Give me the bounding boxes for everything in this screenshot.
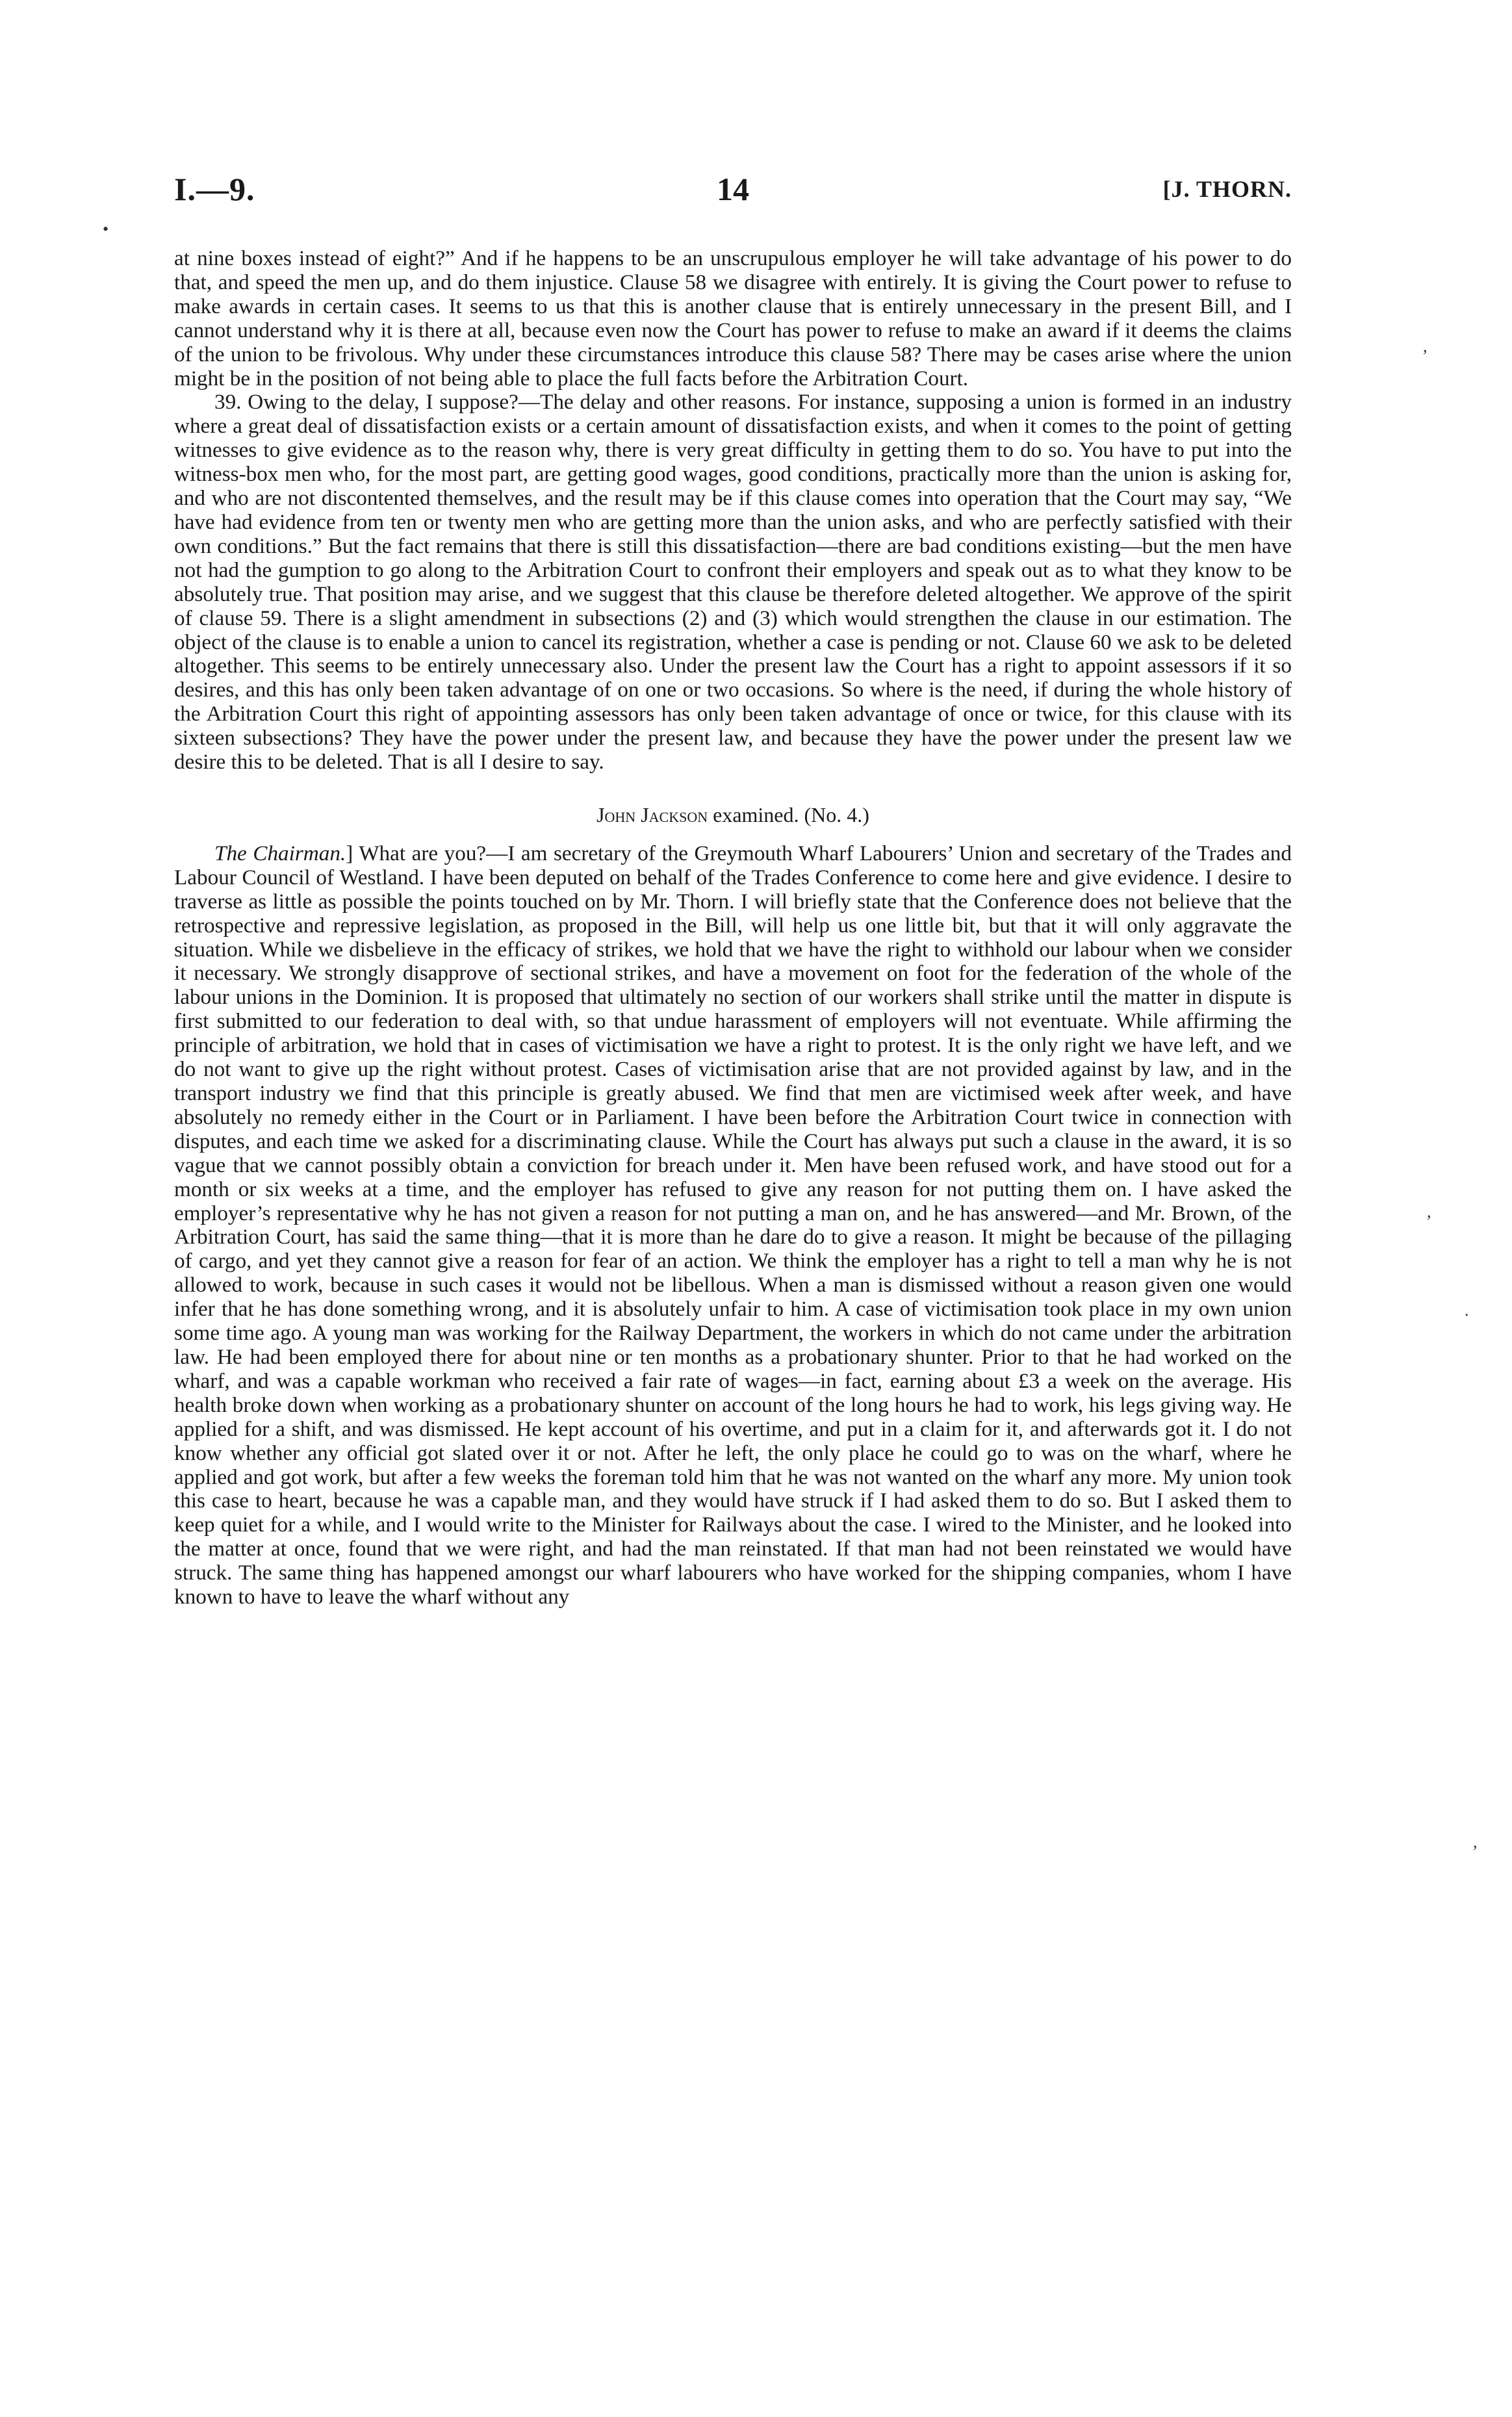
margin-mark: , bbox=[1473, 1832, 1478, 1851]
page-number: 14 bbox=[717, 171, 749, 207]
witness-reference: [J. THORN. bbox=[1162, 176, 1292, 202]
body-text bbox=[174, 247, 1292, 1609]
running-head bbox=[174, 170, 1292, 222]
witness-heading-rest: examined. (No. 4.) bbox=[713, 802, 869, 826]
speaker-label: The Chairman. bbox=[214, 841, 346, 865]
paragraph-jackson-evidence bbox=[174, 842, 1292, 1609]
jackson-evidence-text: ] What are you?—I am secretary of the Greymouth Wharf Labourers’ Union and secretary of the Trades and Labour Council of Westland. I have been deputed on behalf of the Trades Conference to come here and give evidence. I desire to traverse as little as possible the points touched on by Mr. Thorn. I will briefly state that the Conference does not believe that the retrospective and repressive legislation, as proposed in the Bill, will help us one little bit, but that it will only aggravate the situation. While we disbelieve in the efficacy of strikes, we hold that we have the right to withhold our labour when we consider it necessary. We strongly disapprove of sectional strikes, and have a movement on foot for the federation of the whole of the labour unions in the Dominion. It is proposed that ultimately no section of our workers shall strike until the matter in dispute is first submitted to our federation to deal with, so that undue harassment of employers will not eventuate. While affirming the principle of arbitration, we hold that in cases of victimisation we have a right to protest. It is the only right we have left, and we do not want to give up the right without protest. Cases of victimisation arise that are not provided against by law, and in the transport industry we find that this principle is greatly abused. We find that men are victimised week after week, and have absolutely no remedy either in the Court or in Parliament. I have been before the Arbitration Court twice in connection with disputes, and each time we asked for a discriminating clause. While the Court has always put such a clause in the award, it is so vague that we cannot possibly obtain a conviction for breach under it. Men have been refused work, and have stood out for a month or six weeks at a time, and the employer has refused to give any reason for not putting them on. I have asked the employer’s representative why he has not given a reason for not putting a man on, and he has answered—and Mr. Brown, of the Arbitration Court, has said the same thing—that it is more than he dare do to give a reason. It might be because of the pillaging of cargo, and yet they cannot give a reason for fear of an action. We think the employer has a right to tell a man why he is not allowed to work, because in such cases it would not be libellous. When a man is dismissed without a reason given one would infer that he has done something wrong, and it is absolutely unfair to him. A case of victimisation took place in my own union some time ago. A young man was working for the Railway Department, the workers in which do not came under the arbitration law. He had been employed there for about nine or ten months as a probationary shunter. Prior to that he had worked on the wharf, and was a capable workman who received a fair rate of wages—in fact, earning about £3 a week on the average. His health broke down when working as a probationary shunter on account of the long hours he had to work, his legs giving way. He applied for a shift, and was dismissed. He kept account of his overtime, and put in a claim for it, and afterwards got it. I do not know whether any official got slated over it or not. After he left, the only place he could go to was on the wharf, where he applied and got work, but after a few weeks the foreman told him that he was not wanted on the wharf any more. My union took this case to heart, because he was a capable man, and they would have struck if I had asked them to do so. But I asked them to keep quiet for a while, and I would write to the Minister for Railways about the case. I wired to the Minister, and he looked into the matter at once, found that we were right, and had the man reinstated. If that man had not been reinstated we would have struck. The same thing has happened amongst our wharf labourers who have worked for the shipping companies, whom I have known to have to leave the wharf without any bbox=[174, 841, 1292, 1609]
paragraph-question-39: 39. Owing to the delay, I suppose?—The delay and other reasons. For instance, supposing a union is formed in an industry where a great deal of dissatisfaction exists or a certain amount of dissatisfaction exists, and when it comes to the point of getting witnesses to give evidence as to the reason why, there is very great difficulty in getting them to do so. You have to put into the witness-box men who, for the most part, are getting good wages, good conditions, practically more than the union is asking for, and who are not discontented themselves, and the result may be if this clause comes into operation that the Court may say, “We have had evidence from ten or twenty men who are getting more than the union asks, and who are perfectly satisfied with their own conditions.” But the fact remains that there is still this dissatisfaction—there are bad conditions existing—but the men have not had the gumption to go along to the Arbitration Court to confront their employers and speak out as to what they know to be absolutely true. That position may arise, and we suggest that this clause be therefore deleted altogether. We approve of the spirit of clause 59. There is a slight amendment in subsections (2) and (3) which would strengthen the clause in our estimation. The object of the clause is to enable a union to cancel its registration, whether a case is pending or not. Clause 60 we ask to be deleted altogether. This seems to be entirely unnecessary also. Under the present law the Court has a right to appoint assessors if it so desires, and this has only been taken advantage of on one or two occasions. So where is the need, if during the whole history of the Arbitration Court this right of appointing assessors has only been taken advantage of once or twice, for this clause with its sixteen subsections? They have the power under the present law, and because they have the power under the present law we desire this to be deleted. That is all I desire to say. bbox=[174, 390, 1292, 774]
margin-mark: • bbox=[103, 220, 109, 238]
margin-mark: . bbox=[1465, 1301, 1469, 1320]
witness-heading bbox=[174, 802, 1292, 828]
document-page bbox=[174, 170, 1292, 1609]
margin-mark: , bbox=[1423, 337, 1428, 355]
margin-mark: , bbox=[1427, 1202, 1431, 1221]
paper-reference: I.—9. bbox=[174, 171, 255, 207]
paragraph-continued: at nine boxes instead of eight?” And if he happens to be an unscrupulous employer he will take advantage of his power to do that, and speed the men up, and do them injustice. Clause 58 we disagree with entirely. It is giving the Court power to refuse to make awards in certain cases. It seems to us that this is another clause that is entirely unnecessary in the present Bill, and I cannot understand why it is there at all, because even now the Court has power to refuse to make an award if it deems the claims of the union to be frivolous. Why under these circumstances introduce this clause 58? There may be cases arise where the union might be in the position of not being able to place the full facts before the Arbitration Court. bbox=[174, 246, 1292, 390]
witness-name: John Jackson bbox=[596, 802, 708, 826]
